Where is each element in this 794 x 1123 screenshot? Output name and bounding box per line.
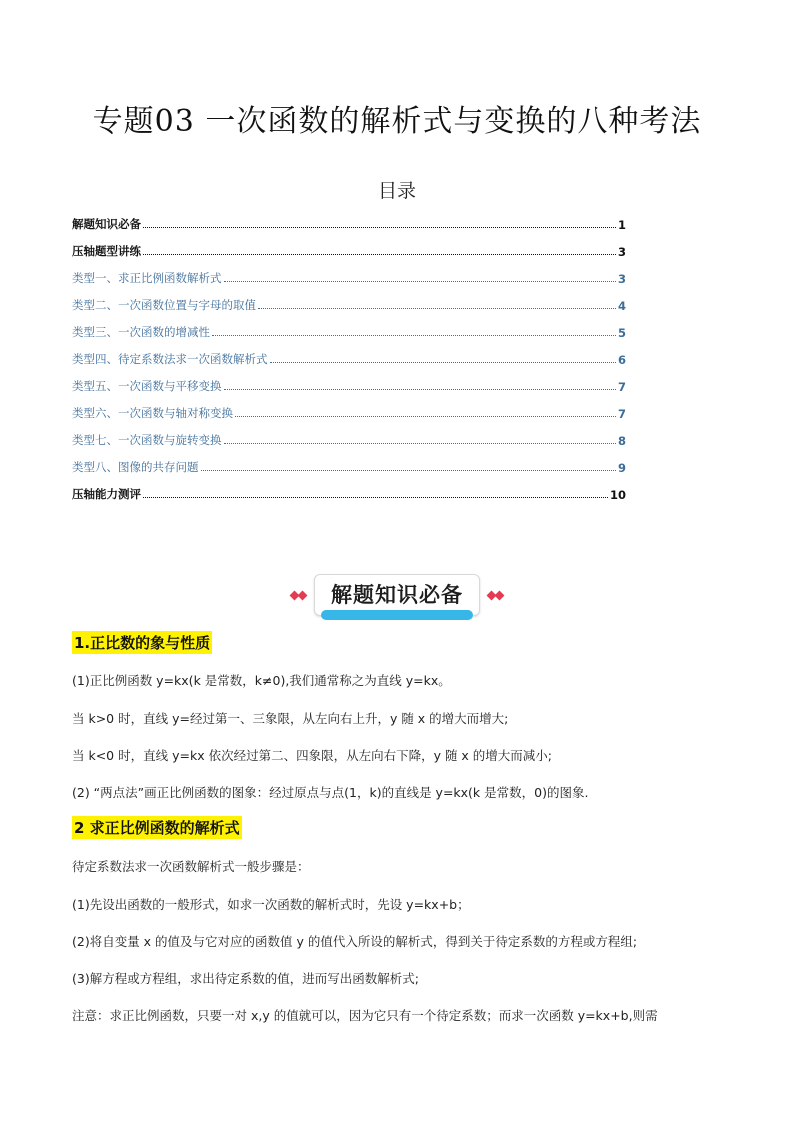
toc-entry-label: 解题知识必备 [72,217,141,231]
toc-entry-page: 6 [617,353,626,367]
toc-entry-label: 类型八、图像的共存问题 [72,460,199,474]
toc-leader [212,335,616,336]
toc-entry-label: 类型七、一次函数与旋转变换 [72,433,222,447]
toc-entry[interactable] [72,232,626,259]
toc-entry[interactable] [72,205,626,232]
toc-entry-label: 类型一、求正比例函数解析式 [72,271,222,285]
toc-entry-page: 7 [617,407,626,421]
paragraph: (1)正比例函数 y=kx(k 是常数，k≠0),我们通常称之为直线 y=kx。 [72,673,451,688]
toc-entry-label: 类型二、一次函数位置与字母的取值 [72,298,256,312]
toc-entry[interactable] [72,394,626,421]
toc-leader [224,389,616,390]
toc-leader [258,308,616,309]
toc-leader [143,254,616,255]
toc-entry[interactable] [72,259,626,286]
paragraph: 当 k<0 时，直线 y=kx 依次经过第二、四象限，从左向右下降，y 随 x 的增大而减小; [72,748,552,763]
paragraph: (3)解方程或方程组，求出待定系数的值，进而写出函数解析式; [72,971,419,986]
toc-leader [270,362,616,363]
toc-entry[interactable] [72,313,626,340]
toc-heading: 目录 [377,180,416,202]
toc-leader [235,416,616,417]
paragraph: (2)将自变量 x 的值及与它对应的函数值 y 的值代入所设的解析式，得到关于待定系数的方程或方程组; [72,934,638,949]
toc-entry[interactable] [72,340,626,367]
toc-entry-page: 9 [617,461,626,475]
banner-box [314,574,480,616]
toc-entry-page: 4 [617,299,626,313]
toc-entry-page: 3 [617,272,626,286]
toc-entry[interactable] [72,286,626,313]
toc-entry-label: 类型五、一次函数与平移变换 [72,379,222,393]
toc-entry[interactable] [72,421,626,448]
toc-entry-label: 类型三、一次函数的增减性 [72,325,210,339]
page-title: 专题03 一次函数的解析式与变换的八种考法 [92,104,702,139]
toc-entry-label: 类型六、一次函数与轴对称变换 [72,406,233,420]
section-heading-1: 1.正比数的象与性质 [72,631,212,654]
toc-entry-page: 8 [617,434,626,448]
toc-entry-label: 类型四、待定系数法求一次函数解析式 [72,352,268,366]
diamond-icon [495,590,505,600]
paragraph: 当 k>0 时，直线 y=经过第一、三象限，从左向右上升，y 随 x 的增大而增大; [72,711,509,726]
toc-entry-page: 10 [609,488,626,502]
toc-entry-label: 压轴题型讲练 [72,244,141,258]
banner-underline [321,610,473,620]
section-heading-2: 2 求正比例函数的解析式 [72,816,242,839]
toc-leader [224,443,616,444]
paragraph: (1)先设出函数的一般形式，如求一次函数的解析式时，先设 y=kx+b； [72,897,470,912]
paragraph: 注意：求正比例函数，只要一对 x,y 的值就可以，因为它只有一个待定系数；而求一次函数 y=kx+b,则需 [72,1008,658,1023]
toc-entry-page: 7 [617,380,626,394]
paragraph: (2) “两点法”画正比例函数的图象：经过原点与点(1，k)的直线是 y=kx(k 是常数，0)的图象. [72,785,589,800]
toc-leader [224,281,616,282]
toc-entry[interactable] [72,475,626,502]
toc-leader [143,497,608,498]
toc-leader [143,227,616,228]
diamond-ornament-right [488,592,503,599]
section-banner [0,574,794,616]
diamond-icon [298,590,308,600]
diamond-ornament-left [291,592,306,599]
toc-entry-page: 1 [617,218,626,232]
toc-entry[interactable] [72,367,626,394]
toc-entry[interactable] [72,448,626,475]
toc-leader [201,470,616,471]
toc-entry-page: 5 [617,326,626,340]
toc-entry-label: 压轴能力测评 [72,487,141,501]
table-of-contents [72,205,626,502]
paragraph: 待定系数法求一次函数解析式一般步骤是： [72,859,310,874]
toc-entry-page: 3 [617,245,626,259]
banner-title: 解题知识必备 [331,583,463,607]
